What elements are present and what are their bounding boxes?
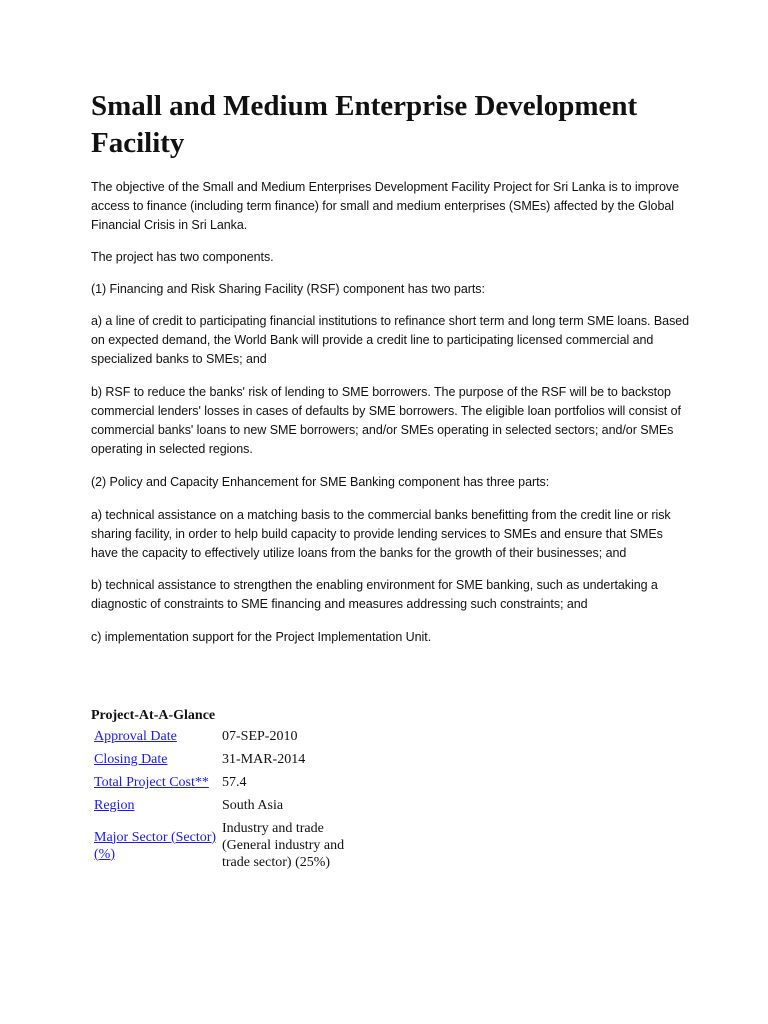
paragraph-component-2: (2) Policy and Capacity Enhancement for SME Banking component has three parts: (91, 475, 550, 489)
total-project-cost-link[interactable]: Total Project Cost** (94, 775, 209, 790)
paragraph-components-intro: The project has two components. (91, 250, 274, 264)
table-row (91, 725, 362, 748)
closing-date-link[interactable]: Closing Date (94, 752, 168, 767)
paragraph-component-1a: a) a line of credit to participating financial institutions to refinance short term and long term SME loans. Based on expected demand, the World Bank will provide a credit line to participating licensed commercial and specialized banks to SMEs; and (91, 314, 690, 366)
table-label-cell (91, 725, 219, 748)
paragraph-component-1: (1) Financing and Risk Sharing Facility (RSF) component has two parts: (91, 282, 485, 296)
glance-heading: Project-At-A-Glance (91, 708, 216, 723)
paragraph-component-2a: a) technical assistance on a matching basis to the commercial banks benefitting from the credit line or risk sharing facility, in order to help build capacity to provide lending services to SMEs and ensure that SMEs have the capacity to effectively utilize loans from the banks for the growth of their businesses; and (91, 508, 671, 560)
paragraph-component-2b: b) technical assistance to strengthen the enabling environment for SME banking, such as undertaking a diagnostic of constraints to SME financing and measures addressing such constraints; and (91, 578, 658, 611)
document-title: Small and Medium Enterprise Development Facility (91, 90, 638, 159)
region-link[interactable]: Region (94, 798, 135, 813)
approval-date-link[interactable]: Approval Date (94, 729, 177, 744)
major-sector-link[interactable]: Major Sector (Sector) (%) (94, 829, 217, 862)
closing-date-value: 31-MAR-2014 (222, 752, 306, 767)
approval-date-value: 07-SEP-2010 (222, 729, 298, 744)
paragraph-objective: The objective of the Small and Medium Enterprises Development Facility Project for Sri Lanka is to improve access to finance (including term finance) for small and medium enterprises (SMEs) affected by the Global Financial Crisis in Sri Lanka. (91, 180, 680, 232)
total-project-cost-value: 57.4 (222, 775, 247, 790)
table-label-cell (91, 817, 219, 874)
table-row (91, 748, 362, 771)
table-row (91, 794, 362, 817)
region-value: South Asia (222, 798, 284, 813)
table-row (91, 771, 362, 794)
table-label-cell (91, 771, 219, 794)
glance-table (91, 725, 362, 874)
table-label-cell (91, 794, 219, 817)
paragraph-component-1b: b) RSF to reduce the banks' risk of lending to SME borrowers. The purpose of the RSF will be to backstop commercial lenders' losses in cases of defaults by SME borrowers. The eligible loan portfolios will consist of commercial banks' loans to new SME borrowers; and/or SMEs operating in selected sectors; and/or SMEs operating in selected regions. (91, 385, 681, 456)
table-label-cell (91, 748, 219, 771)
paragraph-component-2c: c) implementation support for the Project Implementation Unit. (91, 630, 432, 644)
table-row (91, 817, 362, 874)
major-sector-value: Industry and trade (General industry and trade sector) (25%) (222, 821, 345, 870)
